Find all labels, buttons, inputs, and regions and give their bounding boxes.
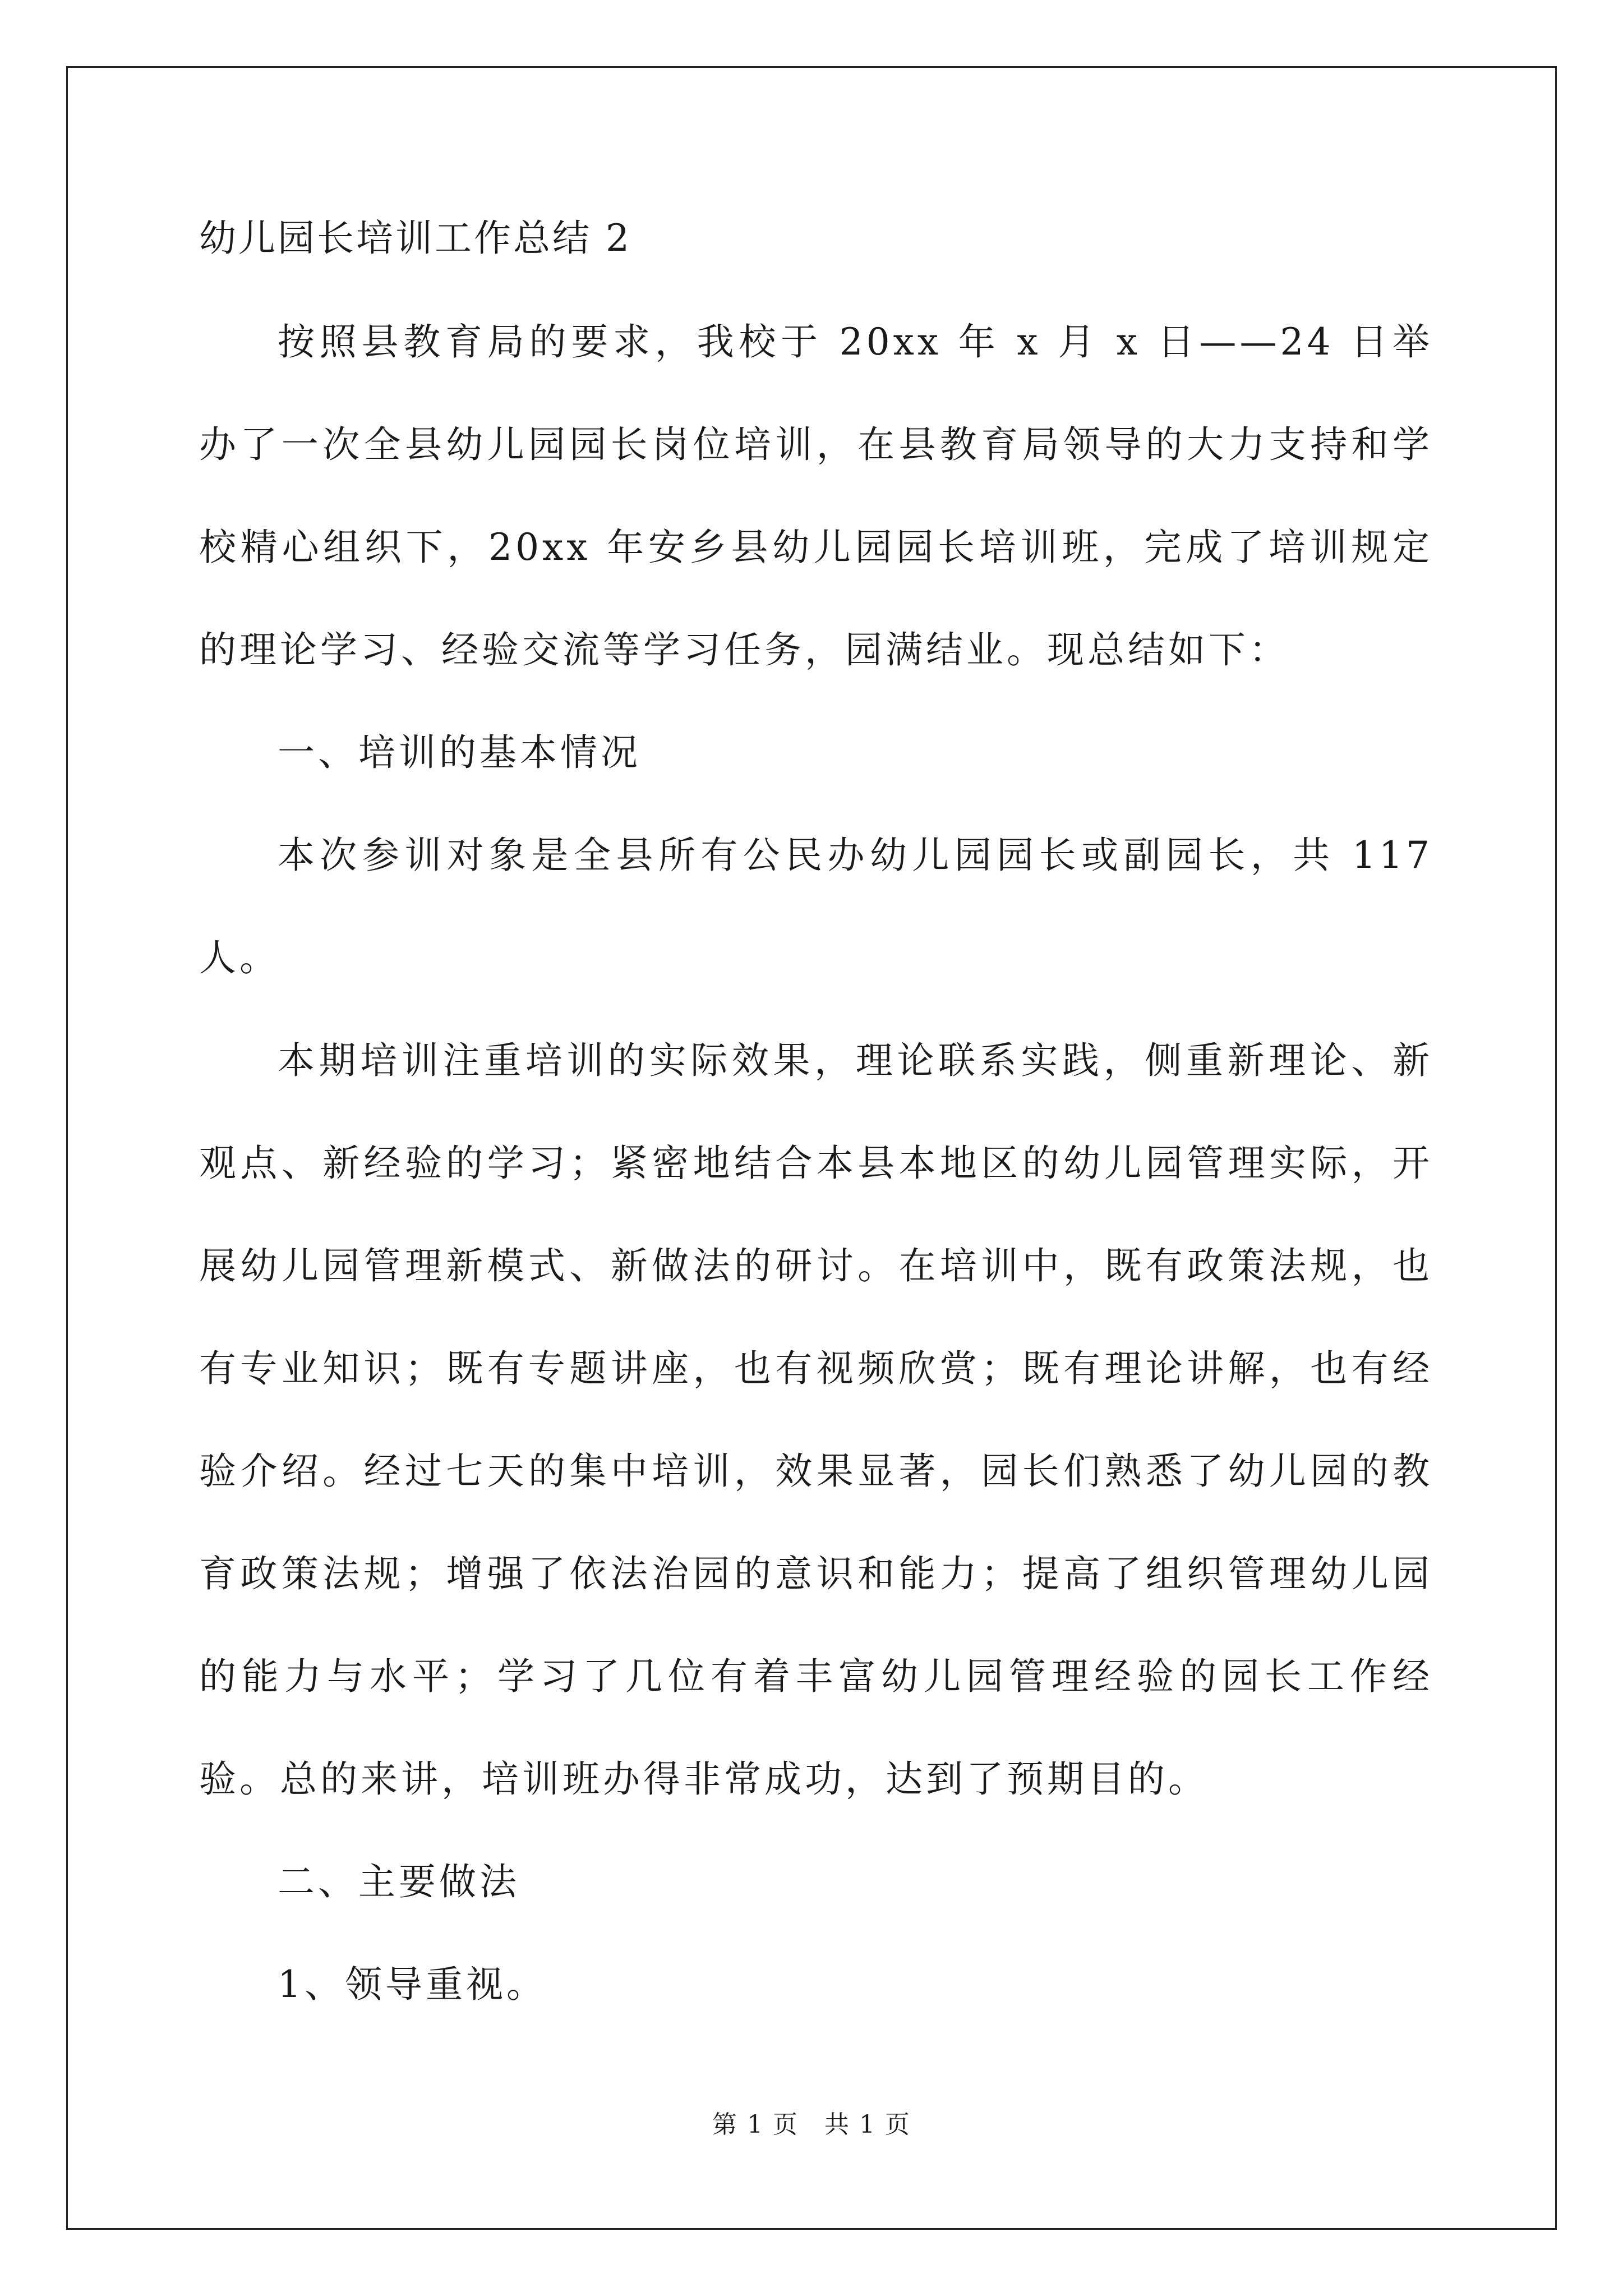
page-footer: 第 1 页 共 1 页 — [712, 2110, 911, 2139]
paragraph-intro: 按照县教育局的要求，我校于 20xx 年 x 月 x 日——24 日举办了一次全县幼儿园园长岗位培训，在县教育局领导的大力支持和学校精心组织下，20xx 年安乡县幼儿园园长培训班，完成了培训规定的理论学习、经验交流等学习任务，园满结业。现总结如下： — [199, 320, 1433, 671]
paragraph-training-effect: 本期培训注重培训的实际效果，理论联系实践，侧重新理论、新观点、新经验的学习；紧密地结合本县本地区的幼儿园管理实际，开展幼儿园管理新模式、新做法的研讨。在培训中，既有政策法规，也有专业知识；既有专题讲座，也有视频欣赏；既有理论讲解，也有经验介绍。经过七天的集中培训，效果显著，园长们熟悉了幼儿园的教育政策法规；增强了依法治园的意识和能力；提高了组织管理幼儿园的能力与水平；学习了几位有着丰富幼儿园管理经验的园长工作经验。总的来讲，培训班办得非常成功，达到了预期目的。 — [199, 1039, 1433, 1801]
subsection-heading-1: 1、领导重视。 — [278, 1963, 547, 2006]
section-heading-2: 二、主要做法 — [278, 1860, 520, 1903]
paragraph-participants: 本次参训对象是全县所有公民办幼儿园园长或副园长，共 117 人。 — [199, 834, 1433, 979]
document-body — [199, 213, 1433, 2036]
document-title: 幼儿园长培训工作总结 2 — [199, 217, 631, 260]
section-heading-1: 一、培训的基本情况 — [278, 731, 641, 774]
